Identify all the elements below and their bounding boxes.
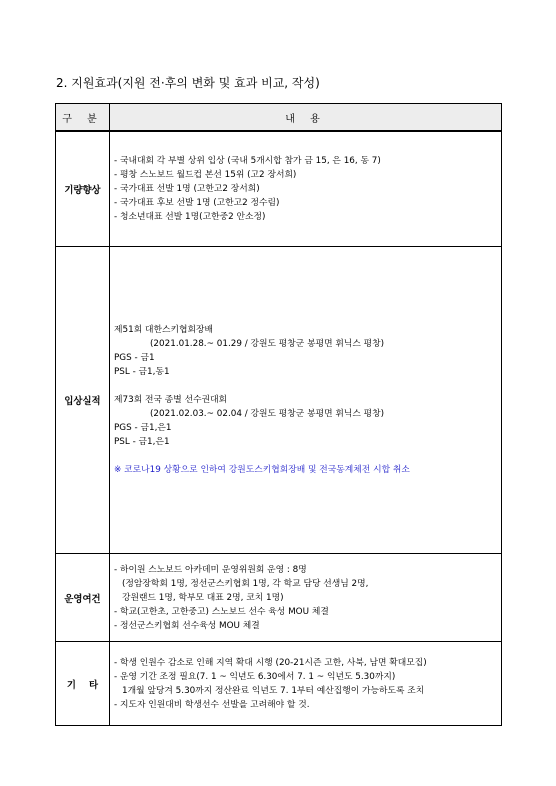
list-item: - 국내대회 각 부별 상위 입상 (국내 5개시합 참가 금 15, 은 16, 동 7) <box>114 156 381 166</box>
header-category: 구 분 <box>56 104 110 132</box>
list-item: 1개월 앞당겨 5.30까지 정산완료 익년도 7. 1부터 예산집행이 가능하도록 조치 <box>122 685 425 696</box>
list-item: - 평창 스노보드 월드컵 본선 15위 (고2 장서희) <box>114 170 297 180</box>
list-item: - 지도자 인원대비 학생선수 선발을 고려해야 할 것. <box>114 699 310 710</box>
list-item: (정암장학회 1명, 정선군스키협회 1명, 각 학교 담당 선생님 2명, <box>122 578 369 589</box>
event-result: PGS - 금1,은1 <box>114 423 172 433</box>
list-item: - 정선군스키협회 선수육성 MOU 체결 <box>114 620 260 631</box>
list-item: - 하이원 스노보드 아카데미 운영위원회 운영 : 8명 <box>114 564 307 575</box>
list-item: 강원랜드 1명, 학부모 대표 2명, 코치 1명) <box>122 592 284 603</box>
table-row <box>56 642 502 726</box>
row-category: 입상실적 <box>56 247 110 554</box>
event-result: PGS - 금1 <box>114 353 155 363</box>
list-item: - 학생 인원수 감소로 인해 지역 확대 시행 (20-21시즌 고한, 사북, 남면 확대모집) <box>114 657 427 668</box>
row-category: 기량향상 <box>56 131 110 247</box>
row-category: 운영여건 <box>56 554 110 642</box>
support-effect-table <box>55 103 502 726</box>
section-heading: 2. 지원효과(지원 전·후의 변화 및 효과 비교, 작성) <box>56 76 320 90</box>
table-row <box>56 554 502 642</box>
event-result: PSL - 금1,은1 <box>114 437 170 447</box>
cancellation-note: ※ 코로나19 상황으로 인하여 강원도스키협회장배 및 전국동계체전 시합 취소 <box>114 465 410 475</box>
row-content <box>110 554 502 642</box>
event-result: PSL - 금1,동1 <box>114 367 170 377</box>
table-row <box>56 247 502 554</box>
list-item: - 국가대표 선발 1명 (고한고2 장서희) <box>114 184 260 194</box>
event-title: 제73회 전국 종별 선수권대회 <box>114 395 228 405</box>
event-detail: (2021.02.03.~ 02.04 / 강원도 평창군 봉평면 휘닉스 평창) <box>150 409 385 419</box>
header-content: 내 용 <box>110 104 502 132</box>
event-detail: (2021.01.28.~ 01.29 / 강원도 평창군 봉평면 휘닉스 평창) <box>150 339 385 349</box>
event-title: 제51회 대한스키협회장배 <box>114 325 213 335</box>
row-content <box>110 131 502 247</box>
list-item: - 운영 기간 조정 필요(7. 1 ~ 익년도 6.30에서 7. 1 ~ 익년도 5.30까지) <box>114 671 396 682</box>
row-content <box>110 642 502 726</box>
row-content <box>110 247 502 554</box>
row-category: 기 타 <box>56 642 110 726</box>
table-row <box>56 131 502 247</box>
list-item: - 학교(고한초, 고한중고) 스노보드 선수 육성 MOU 체결 <box>114 606 329 617</box>
list-item: - 청소년대표 선발 1명(고한중2 안소정) <box>114 212 266 222</box>
table-header-row <box>56 104 502 132</box>
list-item: - 국가대표 후보 선발 1명 (고한고2 정수림) <box>114 198 280 208</box>
